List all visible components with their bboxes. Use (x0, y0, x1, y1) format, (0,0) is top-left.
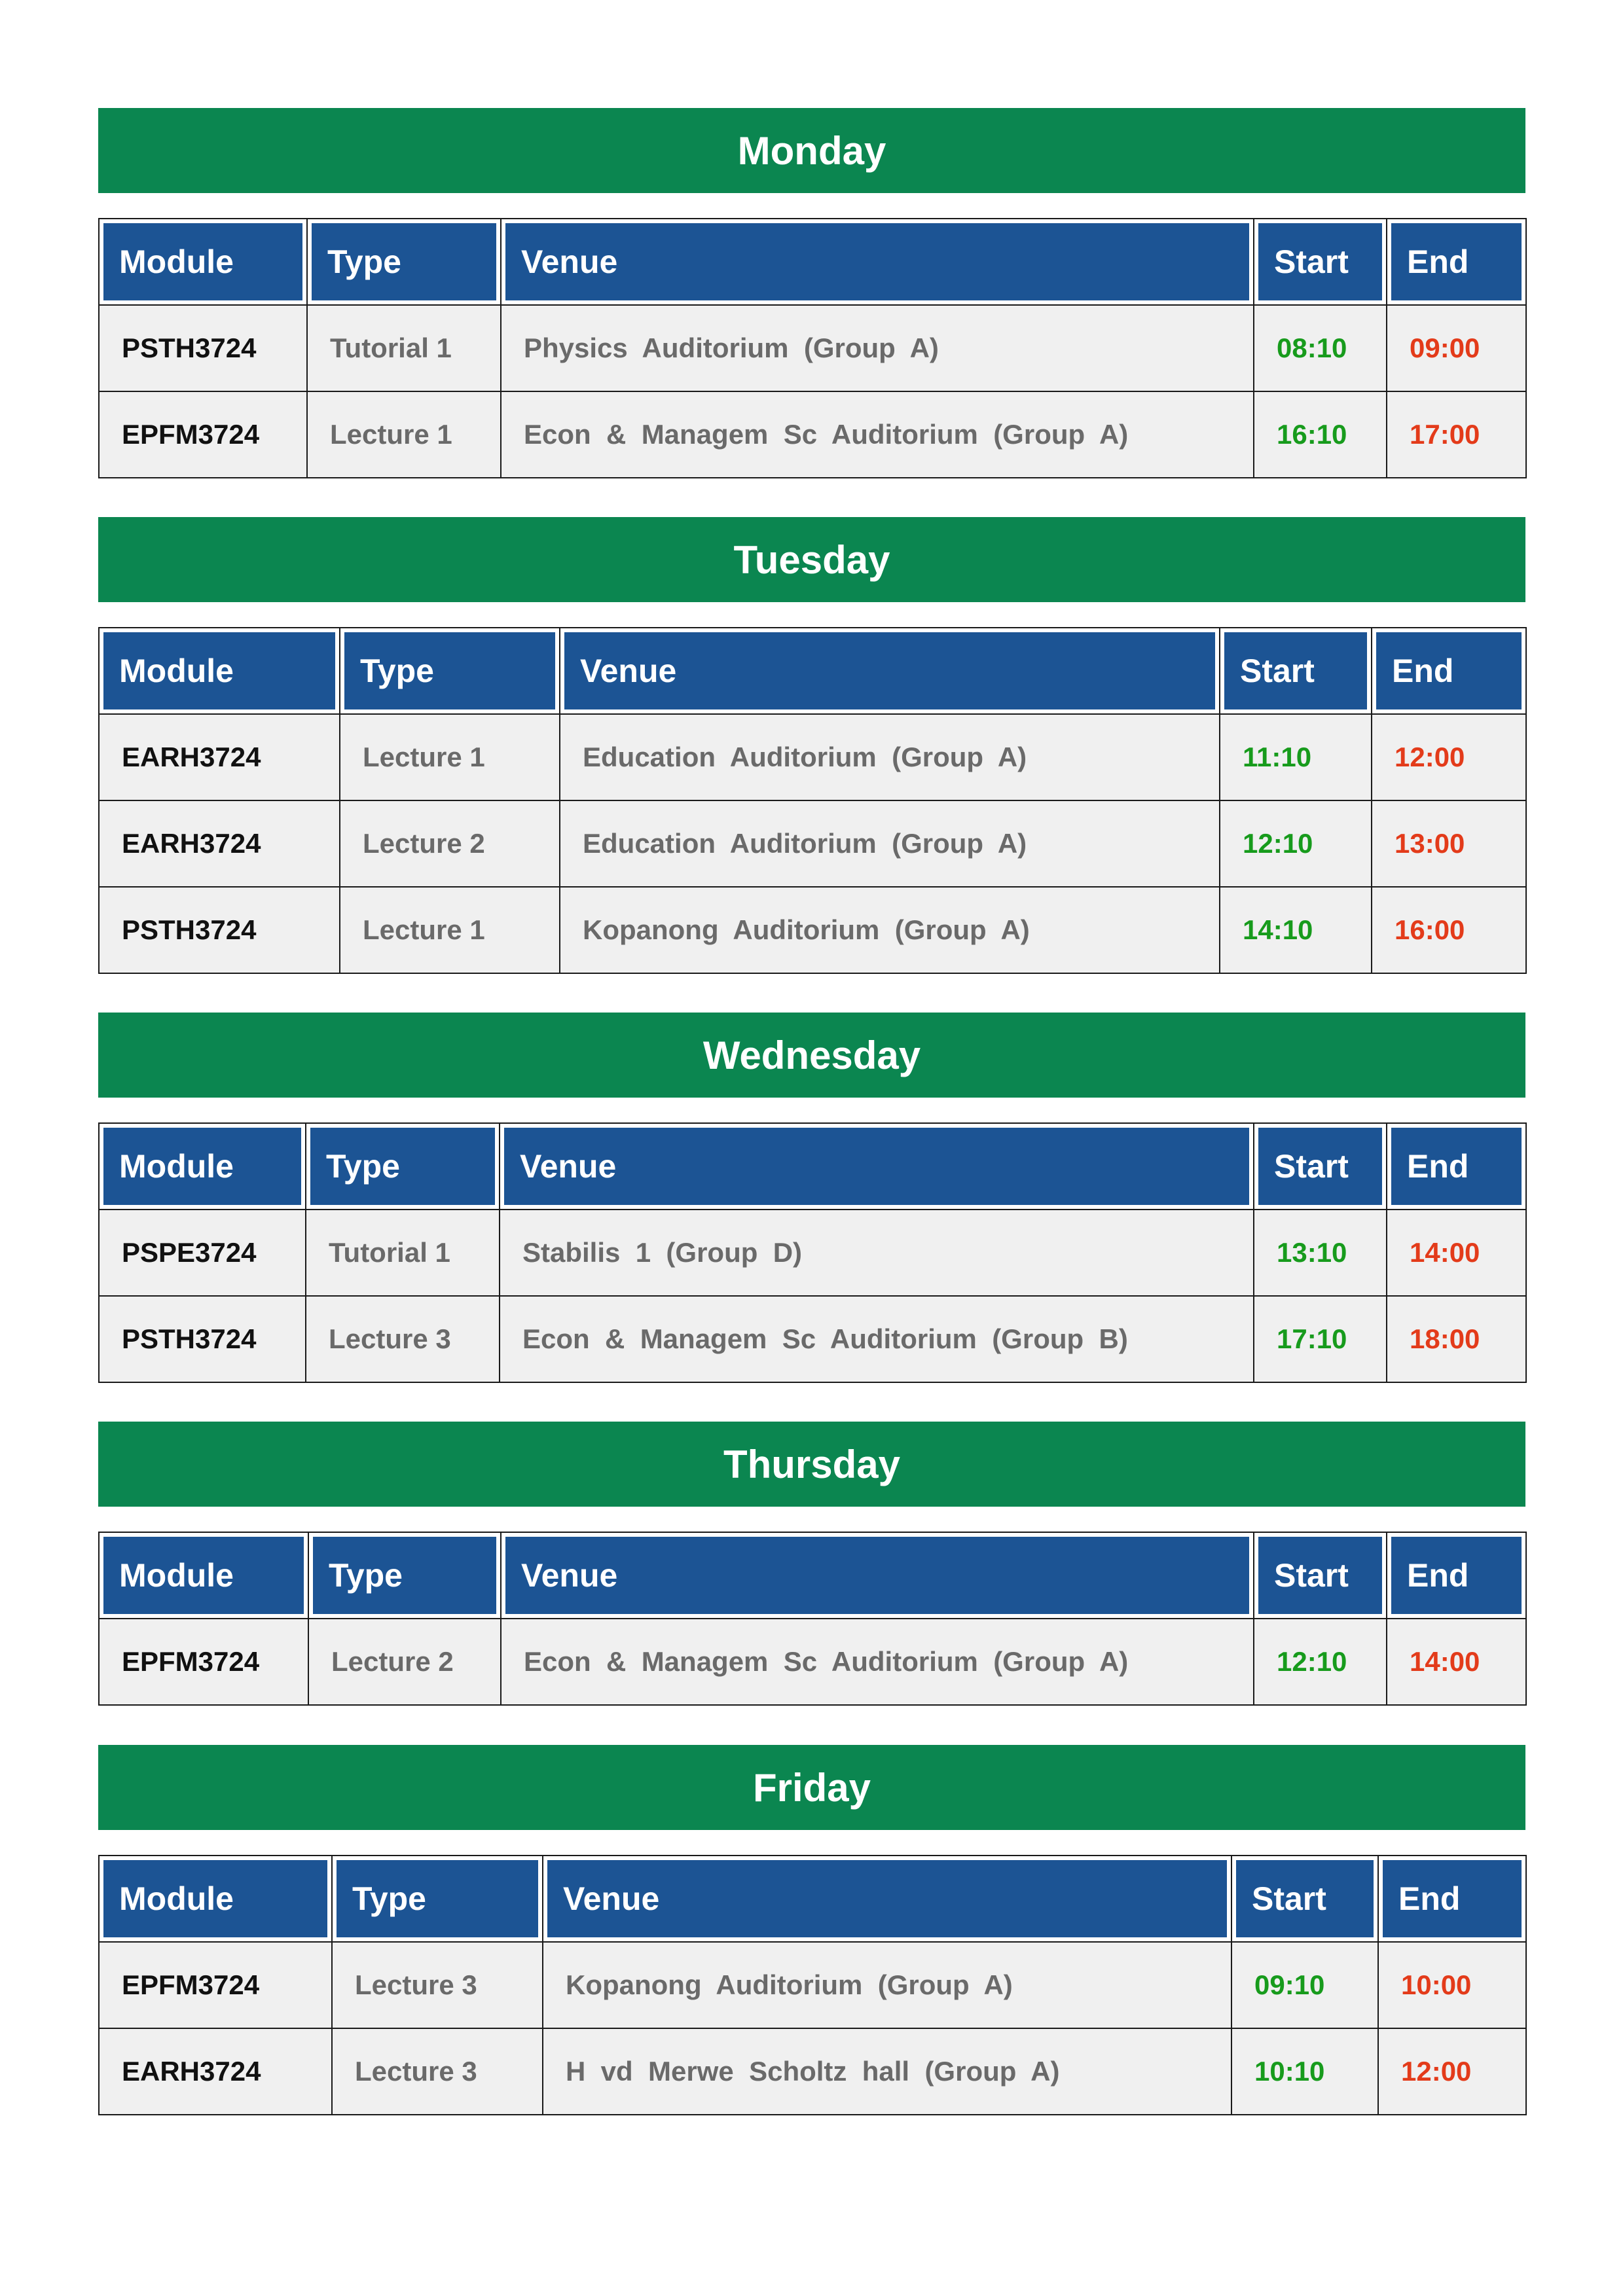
type-cell: Lecture 2 (340, 800, 560, 887)
type-cell: Tutorial 1 (306, 1210, 500, 1296)
column-header-start: Start (1254, 1532, 1387, 1619)
column-header-venue: Venue (500, 1123, 1254, 1210)
module-cell: PSTH3724 (99, 305, 307, 391)
schedule-table (98, 1122, 1527, 1383)
type-cell: Lecture 1 (340, 887, 560, 973)
venue-cell: Education Auditorium (Group A) (560, 714, 1220, 800)
module-cell: EPFM3724 (99, 391, 307, 478)
day-header: Tuesday (98, 517, 1525, 602)
table-row (99, 1210, 1526, 1296)
end-time-cell: 14:00 (1387, 1210, 1526, 1296)
module-cell: EARH3724 (99, 714, 340, 800)
module-cell: EPFM3724 (99, 1619, 308, 1705)
schedule-table (98, 218, 1527, 478)
column-header-module: Module (99, 1856, 332, 1942)
column-header-start: Start (1231, 1856, 1378, 1942)
type-cell: Lecture 1 (307, 391, 501, 478)
start-time-cell: 17:10 (1254, 1296, 1387, 1382)
end-time-cell: 13:00 (1372, 800, 1526, 887)
venue-cell: Kopanong Auditorium (Group A) (560, 887, 1220, 973)
end-time-cell: 12:00 (1378, 2028, 1526, 2115)
start-time-cell: 12:10 (1220, 800, 1372, 887)
module-cell: EPFM3724 (99, 1942, 332, 2028)
day-section-tuesday (98, 517, 1525, 974)
column-header-end: End (1372, 628, 1526, 714)
table-row (99, 887, 1526, 973)
module-cell: PSPE3724 (99, 1210, 306, 1296)
day-header: Monday (98, 108, 1525, 193)
day-header: Thursday (98, 1422, 1525, 1507)
end-time-cell: 10:00 (1378, 1942, 1526, 2028)
table-row (99, 1619, 1526, 1705)
table-header-row (99, 1123, 1526, 1210)
venue-cell: Education Auditorium (Group A) (560, 800, 1220, 887)
day-section-friday (98, 1745, 1525, 2115)
type-cell: Lecture 3 (332, 1942, 543, 2028)
table-row (99, 1942, 1526, 2028)
start-time-cell: 08:10 (1254, 305, 1387, 391)
start-time-cell: 13:10 (1254, 1210, 1387, 1296)
column-header-type: Type (308, 1532, 501, 1619)
start-time-cell: 16:10 (1254, 391, 1387, 478)
module-cell: EARH3724 (99, 2028, 332, 2115)
column-header-module: Module (99, 1123, 306, 1210)
table-row (99, 1296, 1526, 1382)
module-cell: EARH3724 (99, 800, 340, 887)
schedule-table (98, 1532, 1527, 1706)
column-header-type: Type (307, 219, 501, 305)
table-row (99, 800, 1526, 887)
start-time-cell: 12:10 (1254, 1619, 1387, 1705)
type-cell: Tutorial 1 (307, 305, 501, 391)
venue-cell: Kopanong Auditorium (Group A) (543, 1942, 1231, 2028)
venue-cell: Stabilis 1 (Group D) (500, 1210, 1254, 1296)
end-time-cell: 14:00 (1387, 1619, 1526, 1705)
table-row (99, 2028, 1526, 2115)
column-header-module: Module (99, 1532, 308, 1619)
day-section-thursday (98, 1422, 1525, 1706)
table-header-row (99, 1856, 1526, 1942)
start-time-cell: 14:10 (1220, 887, 1372, 973)
venue-cell: Econ & Managem Sc Auditorium (Group A) (501, 1619, 1254, 1705)
day-header: Friday (98, 1745, 1525, 1830)
day-header: Wednesday (98, 1013, 1525, 1098)
column-header-venue: Venue (501, 219, 1254, 305)
column-header-type: Type (332, 1856, 543, 1942)
schedule-table (98, 627, 1527, 974)
column-header-venue: Venue (501, 1532, 1254, 1619)
module-cell: PSTH3724 (99, 887, 340, 973)
table-row (99, 305, 1526, 391)
start-time-cell: 09:10 (1231, 1942, 1378, 2028)
venue-cell: H vd Merwe Scholtz hall (Group A) (543, 2028, 1231, 2115)
end-time-cell: 17:00 (1387, 391, 1526, 478)
column-header-type: Type (340, 628, 560, 714)
type-cell: Lecture 2 (308, 1619, 501, 1705)
end-time-cell: 09:00 (1387, 305, 1526, 391)
day-section-wednesday (98, 1013, 1525, 1383)
column-header-end: End (1387, 1123, 1526, 1210)
module-cell: PSTH3724 (99, 1296, 306, 1382)
column-header-venue: Venue (560, 628, 1220, 714)
column-header-end: End (1387, 1532, 1526, 1619)
start-time-cell: 11:10 (1220, 714, 1372, 800)
column-header-module: Module (99, 628, 340, 714)
type-cell: Lecture 1 (340, 714, 560, 800)
end-time-cell: 16:00 (1372, 887, 1526, 973)
day-section-monday (98, 108, 1525, 478)
venue-cell: Econ & Managem Sc Auditorium (Group A) (501, 391, 1254, 478)
venue-cell: Physics Auditorium (Group A) (501, 305, 1254, 391)
start-time-cell: 10:10 (1231, 2028, 1378, 2115)
table-header-row (99, 1532, 1526, 1619)
end-time-cell: 18:00 (1387, 1296, 1526, 1382)
table-header-row (99, 219, 1526, 305)
table-row (99, 391, 1526, 478)
type-cell: Lecture 3 (306, 1296, 500, 1382)
column-header-start: Start (1220, 628, 1372, 714)
column-header-start: Start (1254, 1123, 1387, 1210)
column-header-type: Type (306, 1123, 500, 1210)
schedule-table (98, 1855, 1527, 2115)
end-time-cell: 12:00 (1372, 714, 1526, 800)
column-header-venue: Venue (543, 1856, 1231, 1942)
venue-cell: Econ & Managem Sc Auditorium (Group B) (500, 1296, 1254, 1382)
table-row (99, 714, 1526, 800)
table-header-row (99, 628, 1526, 714)
column-header-module: Module (99, 219, 307, 305)
type-cell: Lecture 3 (332, 2028, 543, 2115)
column-header-end: End (1387, 219, 1526, 305)
column-header-end: End (1378, 1856, 1526, 1942)
column-header-start: Start (1254, 219, 1387, 305)
